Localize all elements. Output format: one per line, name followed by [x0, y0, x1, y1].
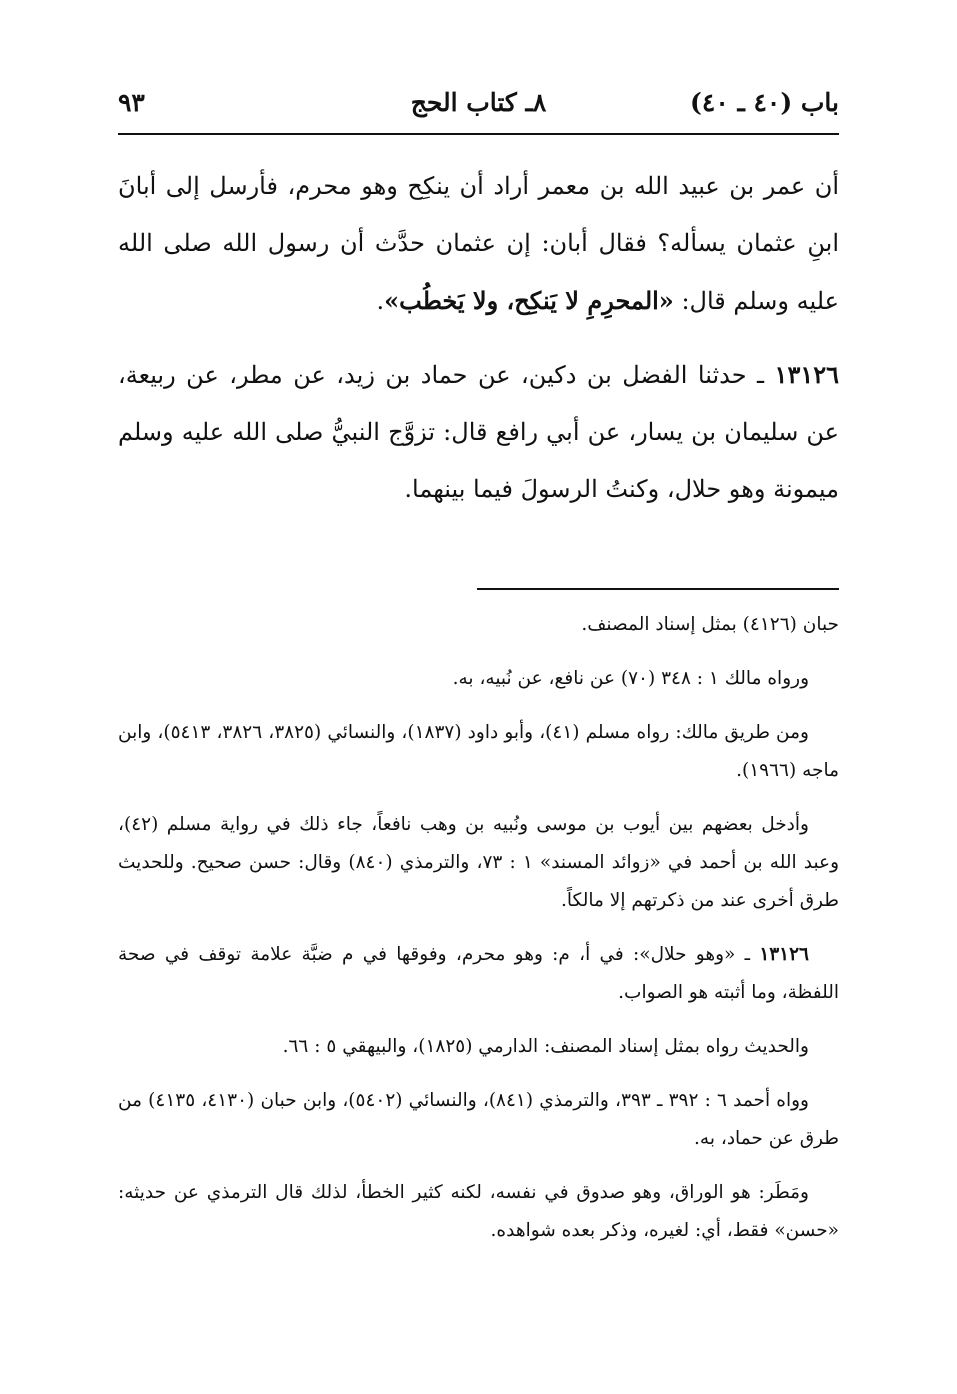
- main-paragraph: [118, 346, 839, 518]
- paragraph-end: .: [376, 287, 385, 315]
- footnote-text: ـ «وهو حلال»: في أ، م: وهو محرم، وفوقها في م ضبَّة علامة توقف في صحة اللفظة، وما أثبته هو الصواب.: [118, 944, 839, 1003]
- footnote: [118, 936, 839, 1012]
- hadith-quote: «المحرِمِ لا يَنكِح، ولا يَخطُب»: [384, 286, 674, 315]
- footnote-number: ١٣١٢٦: [759, 944, 809, 965]
- footnote-text: ومن طريق مالك: رواه مسلم (٤١)، وأبو داود (١٨٣٧)، والنسائي (٣٨٢٥، ٣٨٢٦، ٥٤١٣)، وابن ماجه (١٩٦٦).: [118, 722, 839, 781]
- footnote-divider: [477, 588, 839, 590]
- page-header: [118, 82, 839, 128]
- footnote: [118, 1028, 839, 1066]
- hadith-number: ١٣١٢٦: [774, 360, 839, 389]
- paragraph-text: حدثنا الفضل بن دكين، عن حماد بن زيد، عن مطر، عن ربيعة، عن سليمان بن يسار، عن أبي رافع قال: تزوَّج النبيُّ صلى الله عليه وسلم ميمونة وهو حلال، وكنتُ الرسولَ فيما بينهما.: [118, 361, 839, 503]
- footnote-text: وواه أحمد ٦ : ٣٩٢ ـ ٣٩٣، والترمذي (٨٤١)، والنسائي (٥٤٠٢)، وابن حبان (٤١٣٠، ٤١٣٥) من طرق عن حماد، به.: [118, 1090, 839, 1149]
- footnote: [118, 806, 839, 920]
- footnote-text: ورواه مالك ١ : ٣٤٨ (٧٠) عن نافع، عن نُبيه، به.: [452, 668, 809, 689]
- paragraph-text: أن عمر بن عبيد الله بن معمر أراد أن ينكِح وهو محرم، فأرسل إلى أبانَ ابنِ عثمان يسأله؟ فقال أبان: إن عثمان حدَّث أن رسول الله صلى الله عليه وسلم قال:: [118, 172, 839, 315]
- main-text: [118, 158, 839, 518]
- footnote-text: والحديث رواه بمثل إسناد المصنف: الدارمي (١٨٢٥)، والبيهقي ٥ : ٦٦.: [282, 1036, 809, 1057]
- main-paragraph: [118, 158, 839, 330]
- footnote-text: حبان (٤١٢٦) بمثل إسناد المصنف.: [581, 614, 839, 635]
- footnote: [118, 1174, 839, 1250]
- footnote: [118, 1082, 839, 1158]
- footnote-text: وأدخل بعضهم بين أيوب بن موسى ونُبيه بن وهب نافعاً، جاء ذلك في رواية مسلم (٤٢)، وعبد الله بن أحمد في «زوائد المسند» ١ : ٧٣، والترمذي (٨٤٠) وقال: حسن صحيح. وللحديث طرق أخرى عند من ذكرتهم إلا مالكاً.: [118, 814, 840, 911]
- footnote: [118, 606, 839, 644]
- footnotes: [118, 606, 839, 1266]
- footnote: [118, 714, 839, 790]
- hadith-dash: ـ: [746, 361, 775, 389]
- page-number: ٩٣: [118, 88, 145, 117]
- footnote-text: ومَطَر: هو الوراق، وهو صدوق في نفسه، لكنه كثير الخطأ، لذلك قال الترمذي عن حديثه: «حسن» فقط، أي: لغيره، وذكر بعده شواهده.: [118, 1182, 839, 1241]
- book-title: ٨ـ كتاب الحج: [410, 88, 547, 117]
- footnote: [118, 660, 839, 698]
- header-divider: [118, 133, 839, 135]
- chapter-reference: باب (٤٠ ـ ٤٠): [690, 88, 839, 117]
